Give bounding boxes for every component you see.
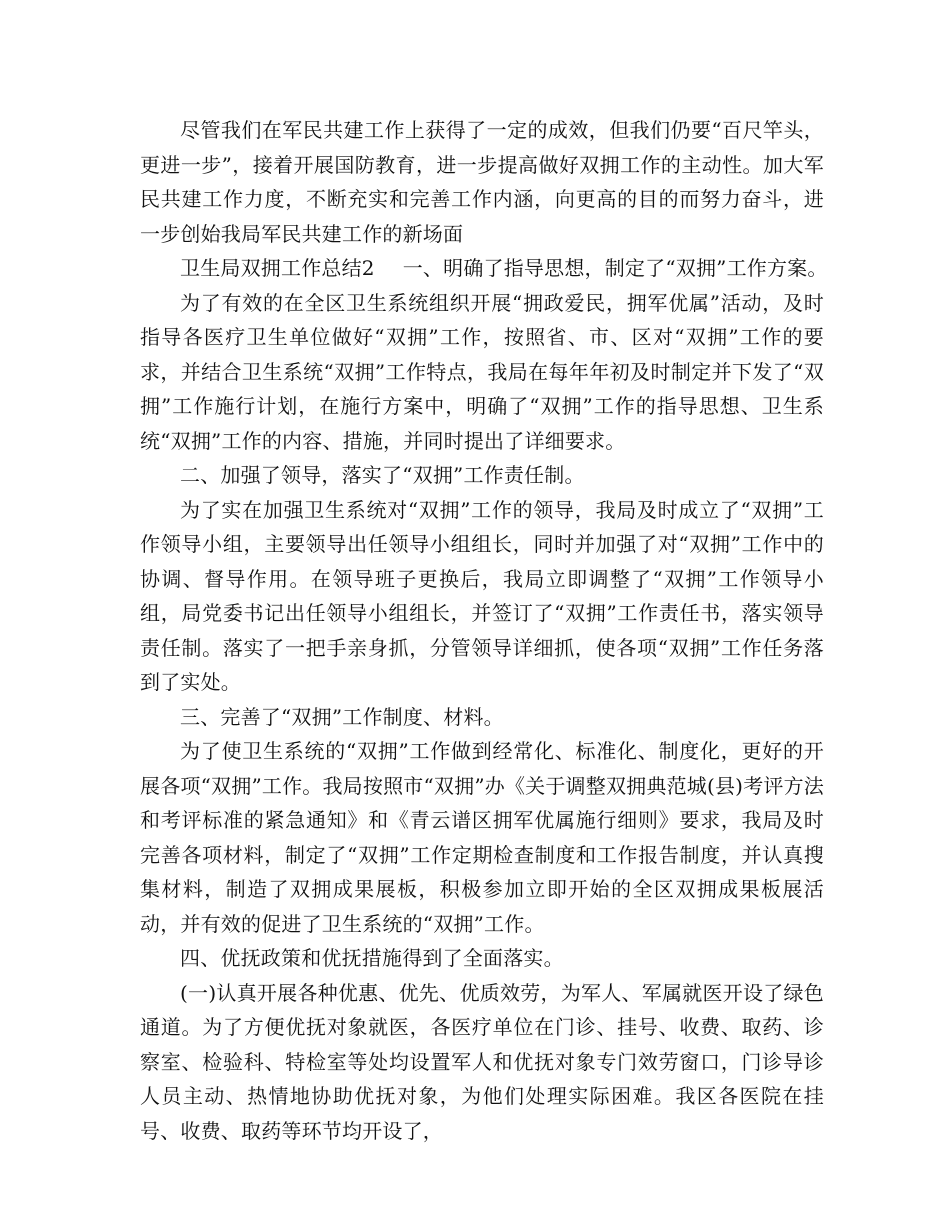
document-title: 卫生局双拥工作总结2 bbox=[180, 256, 375, 280]
paragraph-section-1: 为了有效的在全区卫生系统组织开展“拥政爱民，拥军优属”活动，及时指导各医疗卫生单位做好“双拥”工作，按照省、市、区对“双拥”工作的要求，并结合卫生系统“双拥”工作特点，我局在每年年初及时制定并下发了“双拥”工作施行计划，在施行方案中，明确了“双拥”工作的指导思想、卫生系统“双拥”工作的内容、措施，并同时提出了详细要求。 bbox=[140, 290, 824, 453]
section-heading-3: 三、完善了“双拥”工作制度、材料。 bbox=[180, 704, 504, 729]
paragraph-section-3: 为了使卫生系统的“双拥”工作做到经常化、标准化、制度化，更好的开展各项“双拥”工作。我局按照市“双拥”办《关于调整双拥典范城(县)考评方法和考评标准的紧急通知》和《青云谱区拥军优属施行细则》要求，我局及时完善各项材料，制定了“双拥”工作定期检查制度和工作报告制度，并认真搜集材料，制造了双拥成果展板，积极参加立即开始的全区双拥成果板展活动，并有效的促进了卫生系统的“双拥”工作。 bbox=[140, 739, 824, 936]
section-heading-1: 一、明确了指导思想，制定了“双拥”工作方案。 bbox=[402, 256, 828, 280]
paragraph-intro: 尽管我们在军民共建工作上获得了一定的成效，但我们仍要“百尺竿头，更进一步”，接着开展国防教育，进一步提高做好双拥工作的主动性。加大军民共建工作力度，不断充实和完善工作内涵，向更高的目的而努力奋斗，进一步创始我局军民共建工作的新场面 bbox=[140, 118, 824, 246]
paragraph-section-4: (一)认真开展各种优惠、优先、优质效劳，为军人、军属就医开设了绿色通道。为了方便优抚对象就医，各医疗单位在门诊、挂号、收费、取药、诊察室、检验科、特检室等处均设置军人和优抚对象专门效劳窗口，门诊导诊人员主动、热情地协助优抚对象，为他们处理实际困难。我区各医院在挂号、收费、取药等环节均开设了， bbox=[140, 980, 824, 1143]
section-heading-2: 二、加强了领导，落实了“双拥”工作责任制。 bbox=[180, 463, 585, 487]
document-body bbox=[140, 113, 828, 1148]
title-line bbox=[140, 251, 828, 286]
section-heading-4: 四、优抚政策和优抚措施得到了全面落实。 bbox=[180, 946, 564, 970]
paragraph-section-2: 为了实在加强卫生系统对“双拥”工作的领导，我局及时成立了“双拥”工作领导小组，主要领导出任领导小组组长，同时并加强了对“双拥”工作中的协调、督导作用。在领导班子更换后，我局立即调整了“双拥”工作领导小组，局党委书记出任领导小组组长，并签订了“双拥”工作责任书，落实领导责任制。落实了一把手亲身抓，分管领导详细抓，使各项“双拥”工作任务落到了实处。 bbox=[140, 497, 824, 694]
